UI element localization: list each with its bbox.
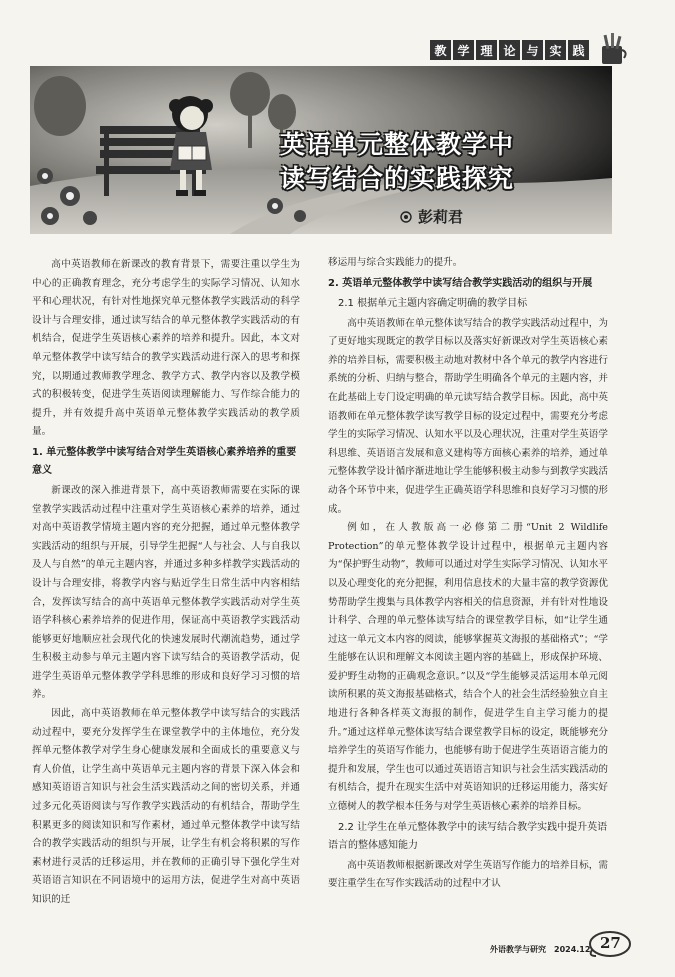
bullseye-icon (400, 211, 412, 223)
author-name: 彭莉君 (418, 208, 464, 226)
title-line-1: 英语单元整体教学中 (280, 130, 515, 159)
section-label (430, 40, 589, 60)
section-heading-2: 2. 英语单元整体教学中读写结合教学实践活动的组织与开展 (328, 277, 593, 289)
section-char: 理 (476, 40, 497, 60)
section-char: 实 (545, 40, 566, 60)
journal-name: 外语教学与研究 2024.12 (490, 945, 591, 954)
body-paragraph: 高中英语教师根据新课改对学生英语写作能力的培养目标，需要注重学生在写作实践活动的过程中才认 (328, 859, 608, 890)
title-line-2: 读写结合的实践探究 (280, 164, 515, 193)
right-column (328, 254, 608, 894)
subsection-heading-2-1: 2.1 根据单元主题内容确定明确的教学目标 (338, 297, 528, 309)
article-title (280, 128, 570, 196)
author-byline (400, 206, 463, 227)
subsection-heading-2-2: 2.2 让学生在单元整体教学中的读写结合教学实践中提升英语语言的整体感知能力 (328, 821, 608, 851)
left-column (32, 256, 300, 910)
body-paragraph: 新课改的深入推进背景下，高中英语教师需要在实际的课堂教学实践活动过程中注重对学生英语核心素养的培养，通过对高中英语教学情境主题内容的充分把握，通过单元整体教学实践活动的组织与开展，引导学生把握“人与社会、人与自我以及人与自然”的单元主题内容，并通过多种多样教学实践活动的设计与合理安排，将教学内容与贴近学生日常生活中内容相结合，发挥读写结合的高中英语单元整体教学实践活动对学生英语学科核心素养培养的促进作用，保证高中英语教学实践活动能够更好地顺应社会现代化的快速发展时代潮流趋势，通过学生积极主动参与单元主题内容下读写结合的英语教学活动，促进学生英语单元整体教学学科思维的形成和良好学习习惯的培养。 (32, 484, 300, 701)
section-char: 与 (522, 40, 543, 60)
section-char: 学 (453, 40, 474, 60)
intro-paragraph: 高中英语教师在新课改的教育背景下，需要注重以学生为中心的正确教育理念，充分考虑学生的实际学习情况、认知水平和心理状况，有针对性地探究单元整体教学实践活动的科学设计与合理安排，通过读写结合的单元整体教学实践活动的有机结合，促进学生英语核心素养的培养和提升。因此，本文对单元整体教学中读写结合的教学实践活动进行深入的思考和探究，以期通过教师教学理念、教学方式、教学内容以及教学模式的积极转变，促进学生英语阅读理解能力、写作综合能力的提升，并有效提升高中英语单元整体教学实践活动的教学质量。 (32, 259, 300, 438)
page-number-badge (588, 930, 632, 958)
pencil-cup-icon (598, 32, 628, 66)
section-header (430, 40, 625, 64)
section-heading-1: 1. 单元整体教学中读写结合对学生英语核心素养培养的重要意义 (32, 446, 297, 476)
body-paragraph: 例如，在人教版高一必修第二册“Unit 2 Wildlife Protection”的单元整体教学设计过程中，根据单元主题内容为“保护野生动物”，教师可以通过对学生实际学习情况、认知水平以及心理变化的充分把握，利用信息技术的大量丰富的教学资源优势帮助学生搜集与具体教学内容相关的信息资源，并有针对性地设计科学、合理的单元整体读写结合的课堂教学目标，如“让学生通过这一单元文本内容的阅读，能够掌握英文海报的基础格式”；“学生能够在认识和理解文本阅读主题内容的基础上，形成保护环境、爱护野生动物的正确观念意识。”以及“学生能够灵活运用本单元阅读所积累的英文海报基础格式，结合个人的社会生活经验独立自主地进行各种各样英文海报的制作，促进学生自主学习能力的提升。”通过这样单元整体读写结合课堂教学目标的设定，既能够充分培养学生的英语写作能力，也能够有助于促进学生英语语言能力的提升和发展，学生也可以通过英语语言知识与社会生活实践活动的有机结合，提升在现实生活中对英语知识的迁移运用能力，落实好立德树人的教学根本任务与对学生英语核心素养的培养目标。 (328, 522, 608, 813)
page-number: 27 (600, 934, 621, 952)
page-footer (490, 930, 635, 960)
section-char: 论 (499, 40, 520, 60)
section-char: 教 (430, 40, 451, 60)
body-paragraph: 移运用与综合实践能力的提升。 (328, 257, 463, 268)
body-paragraph: 高中英语教师在单元整体读写结合的教学实践活动过程中，为了更好地实现既定的教学目标以及落实好新课改对学生英语核心素养的培养目标，需要积极主动地对教材中各个单元的教学内容进行系统的分析、归纳与整合，帮助学生明确各个单元的主题内容，并在此基础上专门设定明确的单元读写结合教学目标。因此，高中英语教师在单元整体教学读写教学目标的设定过程中，需要充分考虑学生的实际学习情况、认知水平以及心理状况，注重对学生英语学科思维、英语语言发展和意义建构等方面核心素养的培养，通过单元整体教学设计循序渐进地让学生能够积极主动参与到教学实践活动各个环节中来，促进学生正确英语学科思维和良好学习习惯的形成。 (328, 317, 608, 515)
body-paragraph: 因此，高中英语教师在单元整体教学中读写结合的实践活动过程中，要充分发挥学生在课堂教学中的主体地位，充分发挥单元整体教学对学生身心健康发展和全面成长的重要意义与育人价值，让学生高中英语单元主题内容的背景下深入体会和感知英语语言知识与社会生活实践活动之间的密切关系，并通过多元化英语阅读与写作教学实践活动的有机结合，帮助学生积累更多的阅读知识和写作素材，通过单元整体教学中读写结合的教学实践活动的组织与开展，让学生有机会将积累的写作素材进行灵活的迁移运用，并在教师的正确引导下强化学生对英语语言知识在不同语境中的运用方法，促进学生对高中英语知识的迁 (32, 708, 300, 905)
section-char: 践 (568, 40, 589, 60)
